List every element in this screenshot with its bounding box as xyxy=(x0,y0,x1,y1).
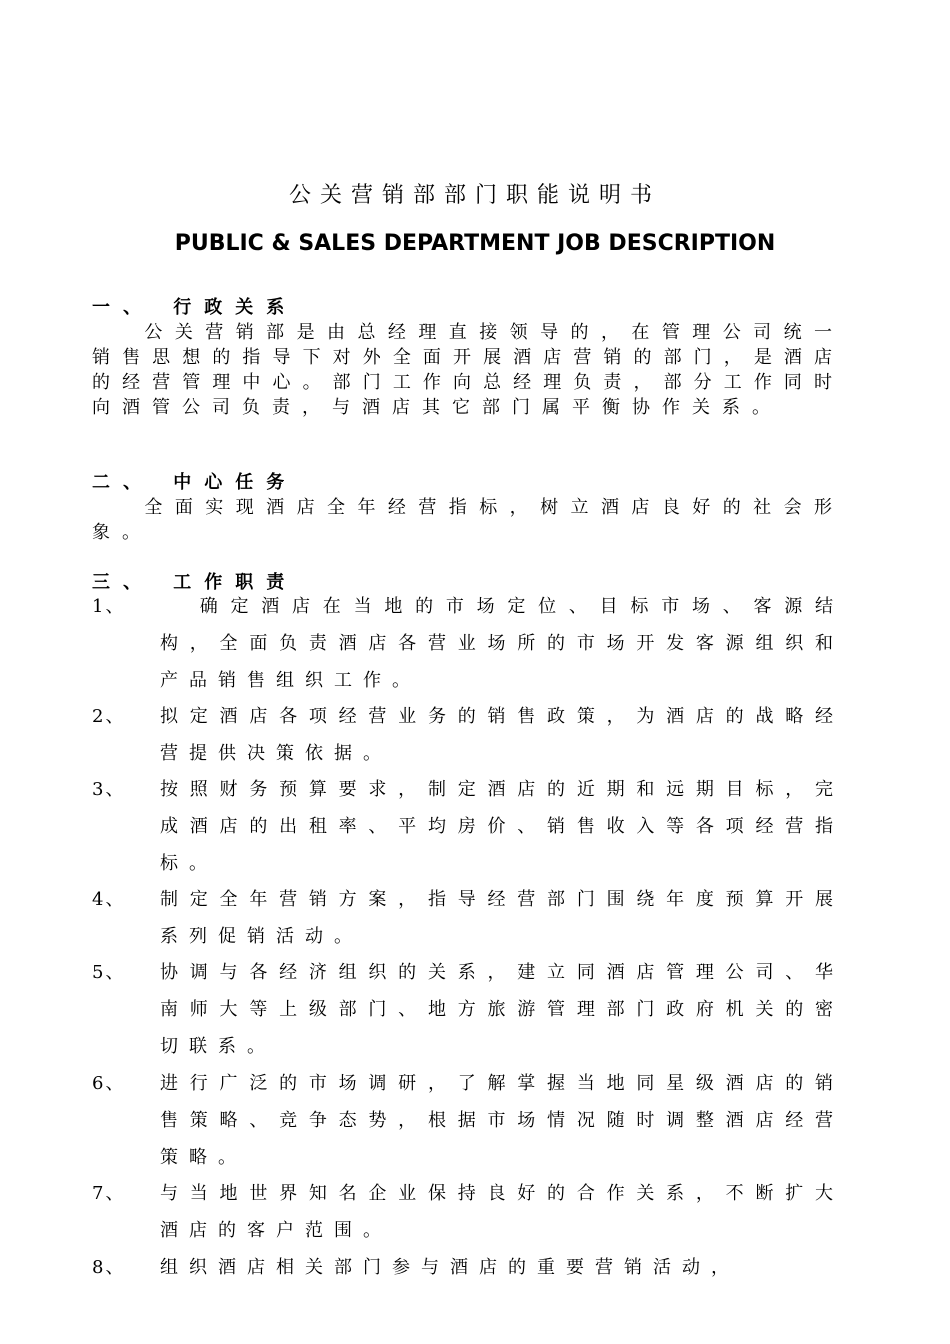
document-title-english: PUBLIC & SALES DEPARTMENT JOB DESCRIPTION xyxy=(174,231,776,256)
item-text: 协调与各经济组织的关系，建立同酒店管理公司、华南师大等上级部门、地方旅游管理部门政府机关的密切联系。 xyxy=(160,962,844,1057)
item-number: 6、 xyxy=(92,1073,126,1094)
item-number: 4、 xyxy=(92,889,126,910)
item-text: 进行广泛的市场调研，了解掌握当地同星级酒店的销售策略、竞争态势，根据市场情况随时调整酒店经营策略。 xyxy=(160,1073,844,1168)
section-heading-responsibilities: 三、 工作职责 xyxy=(92,572,298,593)
paragraph-text: 全面实现酒店全年经营指标，树立酒店良好的社会形象。 xyxy=(92,497,844,543)
responsibility-item xyxy=(92,588,844,700)
item-text: 制定全年营销方案，指导经营部门围绕年度预算开展系列促销活动。 xyxy=(160,889,844,947)
responsibility-item xyxy=(92,1249,844,1289)
section-heading-administrative-relations: 一、 行政关系 xyxy=(92,297,298,318)
item-number: 5、 xyxy=(92,962,126,983)
item-text-content: 确定酒店在当地的市场定位、目标市场、客源结构，全面负责酒店各营业场所的市场开发客源组织和产品销售组织工作。 xyxy=(160,596,844,691)
item-number: 8、 xyxy=(92,1257,126,1278)
item-number: 1、 xyxy=(92,596,126,617)
paragraph-text: 公关营销部是由总经理直接领导的，在管理公司统一销售思想的指导下对外全面开展酒店营销的部门，是酒店的经营管理中心。部门工作向总经理负责，部分工作同时向酒管公司负责，与酒店其它部门属平衡协作关系。 xyxy=(92,322,844,418)
item-text xyxy=(160,588,844,699)
item-text: 按照财务预算要求，制定酒店的近期和远期目标，完成酒店的出租率、平均房价、销售收入等各项经营指标。 xyxy=(160,779,844,874)
responsibility-item xyxy=(92,1065,844,1177)
document-title-chinese: 公关营销部部门职能说明书 xyxy=(288,183,661,208)
responsibility-item xyxy=(92,954,844,1066)
item-text: 与当地世界知名企业保持良好的合作关系，不断扩大酒店的客户范围。 xyxy=(160,1183,844,1241)
responsibility-item xyxy=(92,771,844,883)
section-body-administrative-relations xyxy=(92,320,844,420)
item-text: 组织酒店相关部门参与酒店的重要营销活动， xyxy=(160,1257,740,1278)
section-heading-core-mission: 二、 中心任务 xyxy=(92,472,298,493)
section-body-core-mission xyxy=(92,495,844,545)
item-number: 7、 xyxy=(92,1183,126,1204)
item-number: 3、 xyxy=(92,779,126,800)
item-text: 拟定酒店各项经营业务的销售政策，为酒店的战略经营提供决策依据。 xyxy=(160,706,844,764)
item-number: 2、 xyxy=(92,706,126,727)
